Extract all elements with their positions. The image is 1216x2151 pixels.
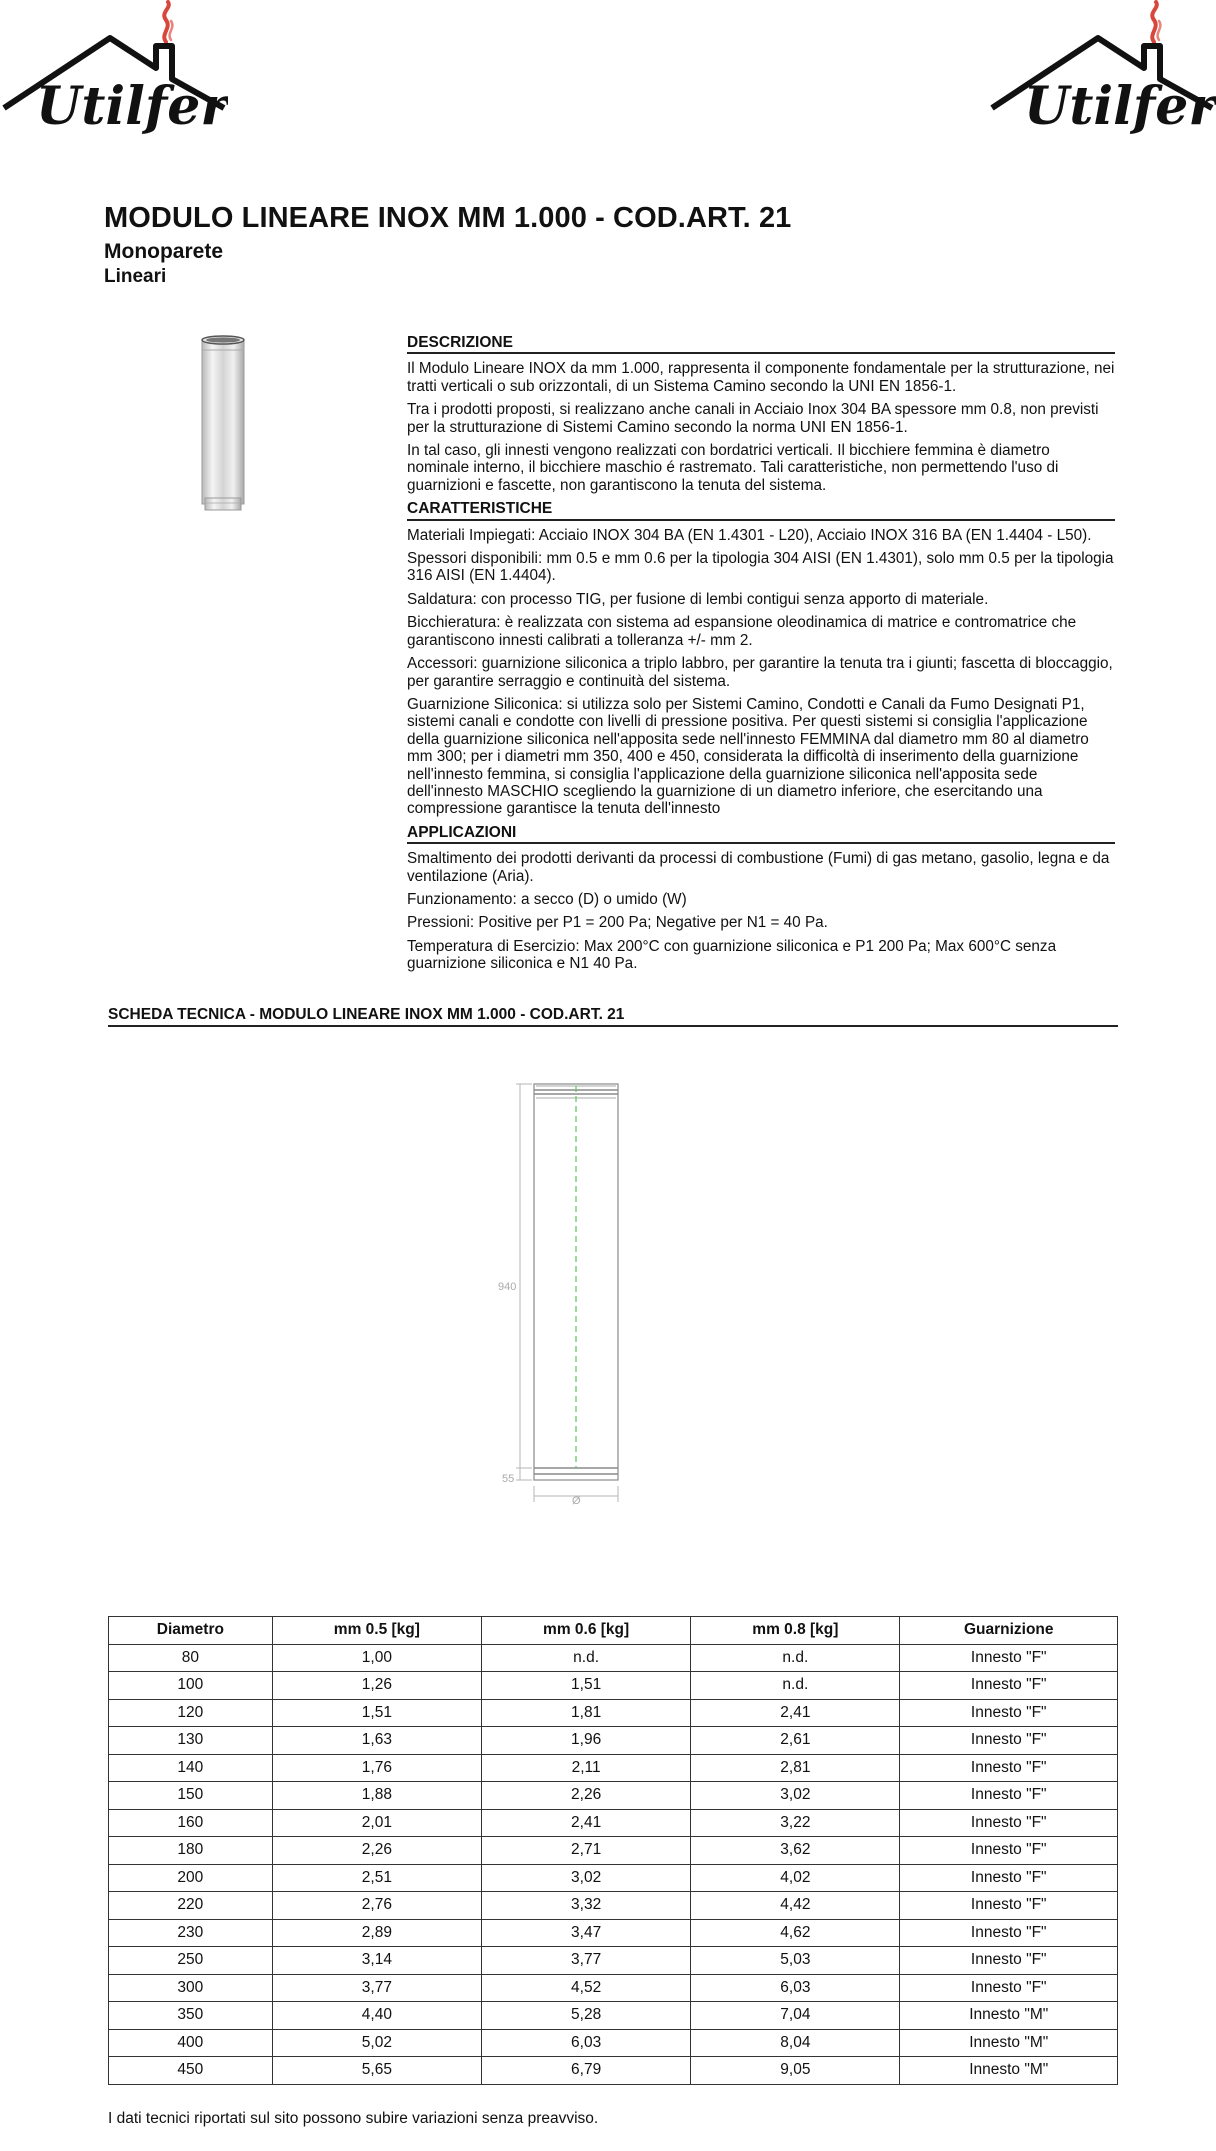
table-cell: 3,32 <box>481 1892 690 1920</box>
page-subtitle: Monoparete <box>104 240 224 263</box>
descrizione-paragraph: Il Modulo Lineare INOX da mm 1.000, rappresenta il componente fondamentale per la strutturazione, nei tratti verticali o sub orizzontali, di un Sistema Camino secondo la UNI EN 1856-1. <box>407 360 1115 395</box>
caratteristiche-paragraph: Bicchieratura: è realizzata con sistema ad espansione oleodinamica di matrice e contromatrice che garantiscono innesti calibrati a tolleranza +/- mm 2. <box>407 614 1077 649</box>
table-cell: 2,89 <box>272 1919 481 1947</box>
product-pipe-image <box>198 334 248 514</box>
table-cell: 1,81 <box>481 1699 690 1727</box>
table-cell: 150 <box>109 1782 273 1810</box>
table-cell: 4,02 <box>691 1864 900 1892</box>
table-cell: 1,96 <box>481 1727 690 1755</box>
column-header: mm 0.5 [kg] <box>272 1617 481 1645</box>
technical-drawing <box>498 1072 638 1518</box>
table-cell: Innesto "F" <box>900 1672 1118 1700</box>
logo-wordmark: Utilfer <box>36 76 228 134</box>
caratteristiche-paragraph: Guarnizione Siliconica: si utilizza solo per Sistemi Camino, Condotti e Canali da Fumo Designati P1, sistemi canali e condotte con livelli di pressione positiva. Per questi sistemi si consiglia l'applicazione della guarnizione siliconica nell'apposita sede nell'innesto FEMMINA dal diametro mm 80 al diametro mm 300; per i diametri mm 350, 400 e 450, considerata la difficoltà di inserimento della guarnizione nell'innesto femmina, si consiglia l'applicazione della guarnizione siliconica nell'apposita sede dell'innesto MASCHIO scegliendo la guarnizione di un diametro inferiore, che esercitando una compressione garantisce la tenuta dell'innesto <box>407 695 1089 818</box>
utilfer-logo-right <box>988 0 1216 134</box>
table-cell: 140 <box>109 1754 273 1782</box>
table-cell: 4,62 <box>691 1919 900 1947</box>
table-cell: 3,22 <box>691 1809 900 1837</box>
table-cell: 2,26 <box>481 1782 690 1810</box>
table-cell: 2,51 <box>272 1864 481 1892</box>
table-cell: 1,51 <box>481 1672 690 1700</box>
table-row <box>109 1754 1118 1782</box>
smoke-icon <box>164 2 169 42</box>
table-cell: Innesto "M" <box>900 2057 1118 2085</box>
table-cell: 2,61 <box>691 1727 900 1755</box>
socket-dimension-label: 55 <box>502 1473 515 1485</box>
table-row <box>109 2057 1118 2085</box>
table-row <box>109 1919 1118 1947</box>
table-cell: 120 <box>109 1699 273 1727</box>
table-cell: Innesto "F" <box>900 1974 1118 2002</box>
table-cell: 3,02 <box>481 1864 690 1892</box>
column-header: mm 0.6 [kg] <box>481 1617 690 1645</box>
table-cell: 250 <box>109 1947 273 1975</box>
table-cell: n.d. <box>691 1672 900 1700</box>
table-cell: Innesto "F" <box>900 1837 1118 1865</box>
table-cell: 6,03 <box>691 1974 900 2002</box>
applicazioni-paragraph: Smaltimento dei prodotti derivanti da processi di combustione (Fumi) di gas metano, gasolio, legna e da ventilazione (Aria). <box>407 850 1110 885</box>
table-row <box>109 1699 1118 1727</box>
table-row <box>109 1892 1118 1920</box>
weight-table <box>108 1616 1118 2085</box>
descrizione-paragraph: Tra i prodotti proposti, si realizzano anche canali in Acciaio Inox 304 BA spessore mm 0.8, non previsti per la strutturazione di Sistemi Camino secondo la norma UNI EN 1856-1. <box>407 401 1099 436</box>
table-cell: 350 <box>109 2002 273 2030</box>
scheda-tecnica-heading: SCHEDA TECNICA - MODULO LINEARE INOX MM 1.000 - COD.ART. 21 <box>108 1006 1118 1027</box>
logo-wordmark: Utilfer <box>1024 76 1216 134</box>
table-cell: 5,65 <box>272 2057 481 2085</box>
table-row <box>109 1644 1118 1672</box>
table-cell: Innesto "F" <box>900 1754 1118 1782</box>
table-header-row <box>109 1617 1118 1645</box>
table-row <box>109 2002 1118 2030</box>
table-row <box>109 1947 1118 1975</box>
table-cell: 9,05 <box>691 2057 900 2085</box>
table-cell: 4,40 <box>272 2002 481 2030</box>
table-cell: 5,28 <box>481 2002 690 2030</box>
caratteristiche-paragraph: Materiali Impiegati: Acciaio INOX 304 BA (EN 1.4301 - L20), Acciaio INOX 316 BA (EN 1.4404 - L50). <box>407 526 1092 544</box>
table-cell: Innesto "M" <box>900 2029 1118 2057</box>
table-cell: Innesto "M" <box>900 2002 1118 2030</box>
smoke-icon-inner <box>170 21 173 40</box>
table-cell: 2,11 <box>481 1754 690 1782</box>
section-heading-caratteristiche: CARATTERISTICHE <box>407 500 1115 520</box>
table-row <box>109 1864 1118 1892</box>
utilfer-logo-left <box>0 0 228 134</box>
table-cell: 1,88 <box>272 1782 481 1810</box>
smoke-icon-inner <box>1158 21 1161 40</box>
diameter-dimension-label: Ø <box>572 1495 581 1507</box>
caratteristiche-paragraph: Spessori disponibili: mm 0.5 e mm 0.6 per la tipologia 304 AISI (EN 1.4301), solo mm 0.5 per la tipologia 316 AISI (EN 1.4404). <box>407 550 1114 585</box>
table-cell: 160 <box>109 1809 273 1837</box>
table-cell: 5,03 <box>691 1947 900 1975</box>
table-cell: 3,02 <box>691 1782 900 1810</box>
table-row <box>109 1672 1118 1700</box>
table-cell: 5,02 <box>272 2029 481 2057</box>
table-cell: 6,79 <box>481 2057 690 2085</box>
table-cell: n.d. <box>691 1644 900 1672</box>
table-cell: 2,41 <box>481 1809 690 1837</box>
table-cell: 2,01 <box>272 1809 481 1837</box>
table-cell: 1,51 <box>272 1699 481 1727</box>
table-row <box>109 1727 1118 1755</box>
table-row <box>109 1837 1118 1865</box>
table-cell: Innesto "F" <box>900 1919 1118 1947</box>
table-cell: Innesto "F" <box>900 1947 1118 1975</box>
table-row <box>109 1809 1118 1837</box>
table-cell: 4,52 <box>481 1974 690 2002</box>
table-cell: 2,41 <box>691 1699 900 1727</box>
applicazioni-paragraph: Pressioni: Positive per P1 = 200 Pa; Negative per N1 = 40 Pa. <box>407 914 828 932</box>
descrizione-paragraph: In tal caso, gli innesti vengono realizzati con bordatrici verticali. Il bicchiere femmina è diametro nominale interno, il bicchiere maschio é rastremato. Tali caratteristiche, non permettendo l'uso di guarnizioni e fascette, non garantiscono la tenuta del sistema. <box>407 442 1059 494</box>
table-cell: Innesto "F" <box>900 1809 1118 1837</box>
table-cell: 3,77 <box>481 1947 690 1975</box>
table-row <box>109 1974 1118 2002</box>
applicazioni-paragraph: Funzionamento: a secco (D) o umido (W) <box>407 890 687 908</box>
description-column <box>407 334 1115 979</box>
table-cell: 1,63 <box>272 1727 481 1755</box>
table-cell: 1,00 <box>272 1644 481 1672</box>
column-header: Guarnizione <box>900 1617 1118 1645</box>
table-cell: 400 <box>109 2029 273 2057</box>
table-cell: 1,26 <box>272 1672 481 1700</box>
table-cell: 300 <box>109 1974 273 2002</box>
table-cell: 6,03 <box>481 2029 690 2057</box>
table-cell: 450 <box>109 2057 273 2085</box>
category-label: Lineari <box>104 266 167 287</box>
table-cell: 1,76 <box>272 1754 481 1782</box>
table-cell: Innesto "F" <box>900 1864 1118 1892</box>
table-cell: 3,77 <box>272 1974 481 2002</box>
table-cell: 220 <box>109 1892 273 1920</box>
table-cell: 130 <box>109 1727 273 1755</box>
table-cell: Innesto "F" <box>900 1782 1118 1810</box>
section-heading-descrizione: DESCRIZIONE <box>407 334 1115 354</box>
table-cell: 3,47 <box>481 1919 690 1947</box>
table-cell: 7,04 <box>691 2002 900 2030</box>
section-heading-applicazioni: APPLICAZIONI <box>407 824 1115 844</box>
table-cell: 100 <box>109 1672 273 1700</box>
column-header: mm 0.8 [kg] <box>691 1617 900 1645</box>
table-cell: 2,76 <box>272 1892 481 1920</box>
smoke-icon <box>1152 2 1157 42</box>
table-cell: Innesto "F" <box>900 1892 1118 1920</box>
disclaimer-note: I dati tecnici riportati sul sito possono subire variazioni senza preavviso. <box>108 2110 599 2127</box>
table-cell: Innesto "F" <box>900 1699 1118 1727</box>
table-cell: Innesto "F" <box>900 1727 1118 1755</box>
table-cell: 80 <box>109 1644 273 1672</box>
table-cell: Innesto "F" <box>900 1644 1118 1672</box>
table-row <box>109 2029 1118 2057</box>
applicazioni-paragraph: Temperatura di Esercizio: Max 200°C con guarnizione siliconica e P1 200 Pa; Max 600°C senza guarnizione siliconica e N1 40 Pa. <box>407 937 1057 973</box>
table-cell: 3,14 <box>272 1947 481 1975</box>
table-cell: 200 <box>109 1864 273 1892</box>
table-cell: 2,81 <box>691 1754 900 1782</box>
table-cell: 230 <box>109 1919 273 1947</box>
table-cell: 4,42 <box>691 1892 900 1920</box>
caratteristiche-paragraph: Saldatura: con processo TIG, per fusione di lembi contigui senza apporto di materiale. <box>407 590 989 608</box>
table-cell: 2,71 <box>481 1837 690 1865</box>
length-dimension-label: 940 <box>498 1281 517 1293</box>
page-title: MODULO LINEARE INOX MM 1.000 - COD.ART. 21 <box>104 202 792 234</box>
table-cell: 180 <box>109 1837 273 1865</box>
table-cell: 8,04 <box>691 2029 900 2057</box>
table-cell: 3,62 <box>691 1837 900 1865</box>
column-header: Diametro <box>109 1617 273 1645</box>
table-cell: n.d. <box>481 1644 690 1672</box>
table-cell: 2,26 <box>272 1837 481 1865</box>
caratteristiche-paragraph: Accessori: guarnizione siliconica a triplo labbro, per garantire la tenuta tra i giunti; fascetta di bloccaggio, per garantire serraggio e continuità del sistema. <box>407 655 1113 690</box>
table-row <box>109 1782 1118 1810</box>
